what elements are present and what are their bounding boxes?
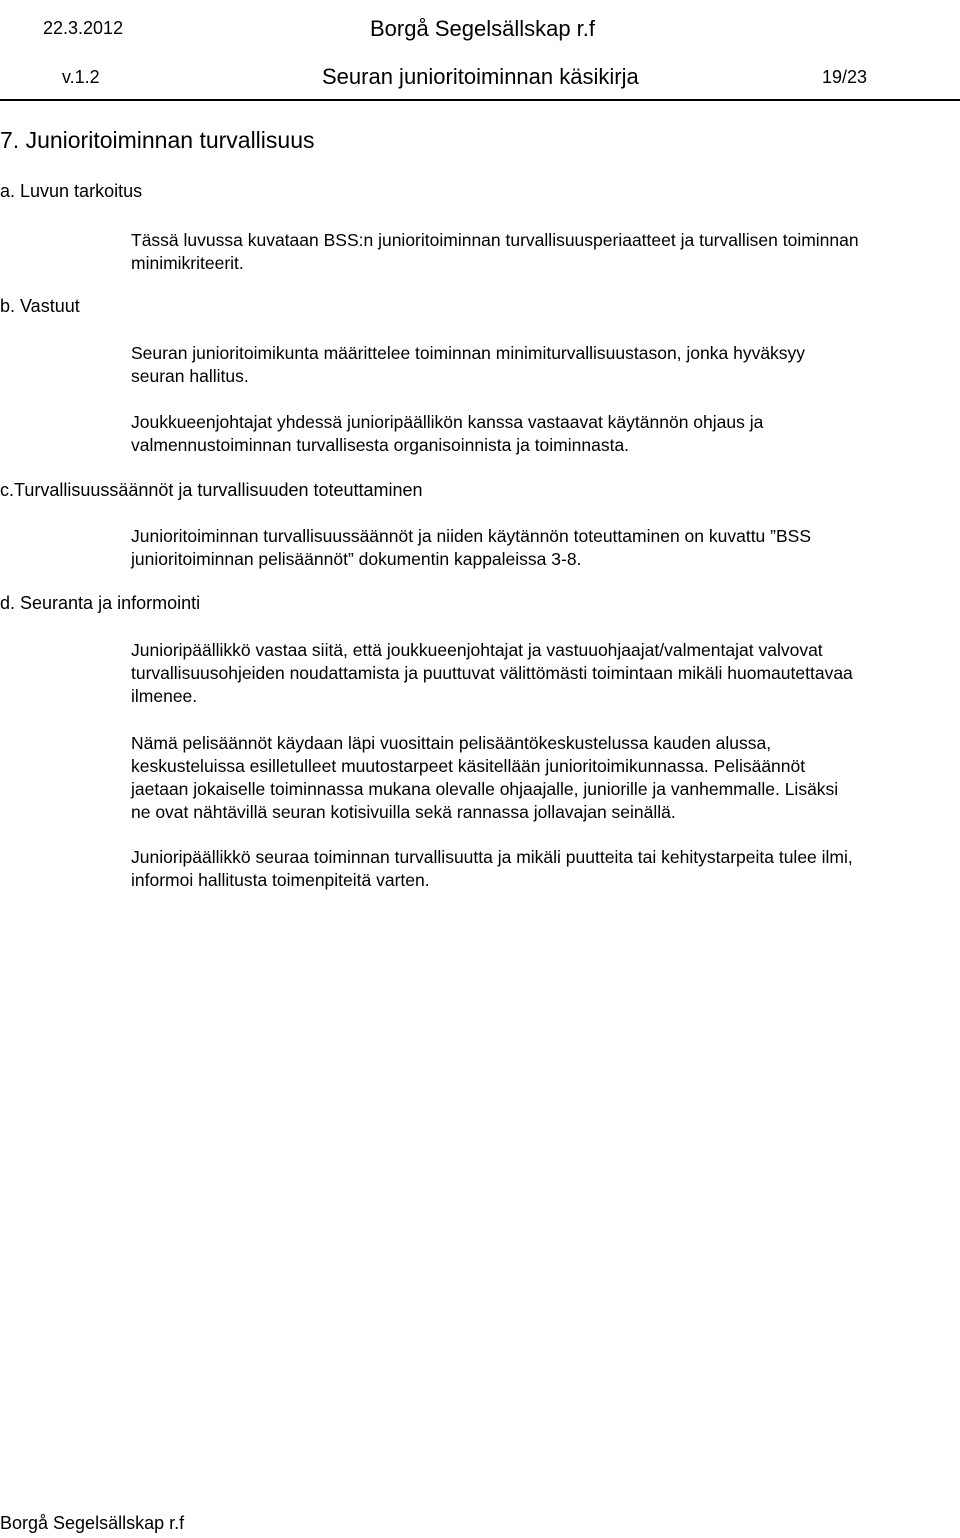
section-c-paragraph (131, 525, 957, 571)
paragraph-line: ne ovat nähtävillä seuran kotisivuilla sekä rannassa jollavajan seinällä. (131, 802, 676, 822)
paragraph-line: keskusteluissa esilletulleet muutostarpeet käsitellään junioritoimikunnassa. Pelisäännöt (131, 756, 806, 776)
header-divider (0, 99, 960, 101)
paragraph-line: Tässä luvussa kuvataan BSS:n junioritoiminnan turvallisuusperiaatteet ja turvallisen toiminnan (131, 230, 859, 250)
paragraph-line: ilmenee. (131, 686, 198, 706)
paragraph-line: junioritoiminnan pelisäännöt” dokumentin kappaleissa 3-8. (131, 549, 582, 569)
header-date: 22.3.2012 (43, 18, 124, 38)
section-a-paragraph (131, 229, 957, 275)
section-a-heading: a. Luvun tarkoitus (0, 181, 143, 201)
paragraph-line: informoi hallitusta toimenpiteitä varten. (131, 870, 430, 890)
paragraph-line: minimikriteerit. (131, 253, 244, 273)
header-version: v.1.2 (62, 67, 100, 87)
paragraph-line: turvallisuusohjeiden noudattamista ja puuttuvat välittömästi toimintaan mikäli huomautettavaa (131, 663, 853, 683)
section-b-paragraph-2 (131, 411, 957, 457)
chapter-heading: 7. Junioritoiminnan turvallisuus (0, 127, 315, 153)
footer-organization: Borgå Segelsällskap r.f (0, 1513, 185, 1533)
section-b-paragraph-1 (131, 342, 957, 388)
paragraph-line: Seuran junioritoimikunta määrittelee toiminnan minimiturvallisuustason, jonka hyväksyy (131, 343, 806, 363)
section-b-heading: b. Vastuut (0, 296, 80, 316)
section-d-paragraph-1 (131, 639, 957, 708)
header-document-title: Seuran junioritoiminnan käsikirja (322, 64, 639, 89)
header-organization: Borgå Segelsällskap r.f (370, 16, 596, 41)
paragraph-line: Junioripäällikkö seuraa toiminnan turvallisuutta ja mikäli puutteita tai kehitystarpeita tulee ilmi, (131, 847, 853, 867)
paragraph-line: jaetaan jokaiselle toiminnassa mukana olevalle ohjaajalle, juniorille ja vanhemmalle. Lisäksi (131, 779, 839, 799)
section-c-heading: c.Turvallisuussäännöt ja turvallisuuden toteuttaminen (0, 480, 423, 500)
paragraph-line: Junioritoiminnan turvallisuussäännöt ja niiden käytännön toteuttaminen on kuvattu ”BSS (131, 526, 811, 546)
paragraph-line: Joukkueenjohtajat yhdessä junioripäällikön kanssa vastaavat käytännön ohjaus ja (131, 412, 764, 432)
paragraph-line: seuran hallitus. (131, 366, 249, 386)
header-page-number: 19/23 (822, 67, 868, 87)
section-d-paragraph-3 (131, 846, 957, 892)
paragraph-line: Nämä pelisäännöt käydaan läpi vuosittain pelisääntökeskustelussa kauden alussa, (131, 733, 772, 753)
section-d-paragraph-2 (131, 732, 957, 824)
section-d-heading: d. Seuranta ja informointi (0, 593, 201, 613)
paragraph-line: Junioripäällikkö vastaa siitä, että joukkueenjohtajat ja vastuuohjaajat/valmentajat valvovat (131, 640, 823, 660)
paragraph-line: valmennustoiminnan turvallisesta organisoinnista ja toiminnasta. (131, 435, 630, 455)
